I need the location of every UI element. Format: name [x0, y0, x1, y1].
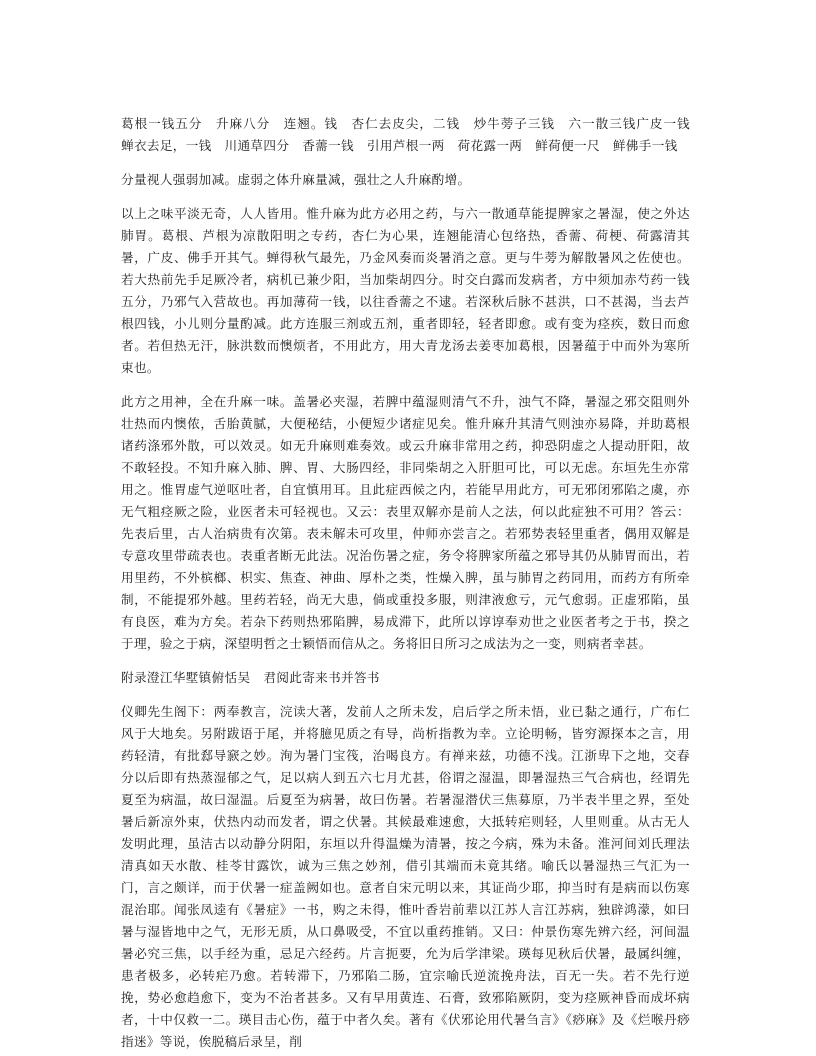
- formula-explanation-paragraph: 以上之味平淡无奇，人人皆用。惟升麻为此方必用之药，与六一散通草能提脾家之暑湿，使之外达肺胃。葛根、芦根为凉散阳明之专药，杏仁为心果，连翘能清心包络热，香薷、荷梗、荷露清其暑，广皮、佛手开其气。蝉得秋气最先，乃金风奏而炎暑消之意。更与牛蒡为解散暑风之佐使也。若大热前先手足厥冷者，病机已兼少阳，当加柴胡四分。时交白露而发病者，方中须加赤芍药一钱五分，乃邪气入营故也。再加薄荷一钱，以往香薷之不逮。若深秋后脉不甚洪，口不甚渴，当去芦根四钱，小儿则分量酌减。此方连服三剂或五剂，重者即轻，轻者即愈。或有变为痉疾，数日而愈者。若但热无汗，脉洪数而懊烦者，不用此方，用大青龙汤去姜枣加葛根，因暑蕴于中而外为寒所束也。: [121, 206, 690, 375]
- dosage-note-paragraph: 分量视人强弱加减。虚弱之体升麻量减，强壮之人升麻酌增。: [121, 172, 471, 187]
- letter-paragraph: 仪卿先生阁下：两奉教言，浣读大著，发前人之所未发，启后学之所未悟，业已黏之通行，广布仁风于大地矣。另附跋语于尾，并将臆见质之有导，尚析指教为幸。立论明畅，皆穷源探本之言，用药轻清，有批郄导窾之妙。洵为暑门宝筏，治喝良方。有禅来兹，功德不浅。江浙卑下之地，交春分以后即有热蒸湿郁之气，足以病人到五六七月尤甚，俗谓之湿温，即暑湿热三气合病也，经谓先夏至为病温，故曰湿温。后夏至为病暑，故曰伤暑。若暑湿潜伏三焦募原，乃半表半里之界，至处暑后新凉外束，伏热内动而发者，谓之伏暑。其候最难速愈，大抵转疟则轻，人里则重。从古无人发明此理，虽洁古以动静分阴阳，东垣以升得温燥为清暑，按之今病，殊为未备。淮河间刘氏理法清真如天水散、桂苓甘露饮，诚为三焦之妙剂，借引其端而未竟其绪。喻氏以暑湿热三气汇为一门，言之颇详，而于伏暑一症盖阙如也。意者自宋元明以来，其证尚少耶，抑当时有是病而以伤寒混治耶。闻张凤逵有《暑症》一书，购之未得，惟叶香岩前辈以江苏人言江苏病，独辟鸿濛，如曰暑与湿皆地中之气，无形无质，从口鼻吸受，不宜以重药推销。又曰：仲景伤寒先辨六经，河间温暑必究三焦，以手经为重，忌足六经药。片言扼要，允为后学津梁。瑛每见秋后伏暑，最属纠缠，患者极多，必转疟乃愈。若转滞下，乃邪陷二肠，宜宗喻氏逆流挽舟法，百无一失。若不先行逆挽，势必愈趋愈下，变为不治者甚多。又有早用黄连、石膏，致邪陷厥阴，变为痉厥神昏而成坏病者，十中仅救一二。瑛目击心伤，蕴于中者久矣。著有《伏邪论用代暑刍言》《痧麻》及《烂喉丹痧指迷》等说，俟脱稿后录呈，削: [121, 704, 690, 1049]
- shengma-discussion-paragraph: 此方之用神，全在升麻一味。盖暑必夹湿，若脾中蕴湿则清气不升，浊气不降，暑湿之邪交阻则外壮热而内懊侬，舌胎黄腻，大便秘结，小便短少诸症见矣。惟升麻升其清气则浊亦易降，并助葛根诸药涤邪外散，可以效灵。如无升麻则难奏效。或云升麻非常用之药，抑恐阴虚之人提动肝阳，故不敢轻投。不知升麻入肺、脾、胃、大肠四经，非同柴胡之入肝胆可比，可以无虑。东垣先生亦常用之。惟胃虚气逆呕吐者，自宜慎用耳。且此症西候之内，若能早用此方，可无邪闭邪陷之虞，亦无气粗痉厥之险，业医者未可轻视也。又云：表里双解亦是前人之法，何以此症独不可用？答云：先表后里，古人治病贵有次第。表未解未可攻里，仲师亦尝言之。若邪势表轻里重者，偶用双解是专意攻里带疏表也。表重者断无此法。况治伤暑之症，务令将脾家所蕴之邪导其仍从肺胃而出，若用里药，不外槟榔、枳实、焦查、神曲、厚朴之类，性燥入脾，虽与肺胃之药同用，而药方有所牵制，不能提邪外越。里药若轻，尚无大患，倘或重投多服，则津液愈亏，元气愈弱。正虚邪陷，虽有良医，难为方矣。若杂下药则热邪陷脾，易成滞下，此所以谆谆奉劝世之业医者考之于书，揆之于理，验之于病，深望明哲之士颖悟而信从之。务将旧日所习之成法为之一变，则病者幸甚。: [121, 394, 690, 651]
- prescription-paragraph: 葛根一钱五分 升麻八分 连翘。钱 杏仁去皮尖，二钱 炒牛蒡子三钱 六一散三钱广皮一钱 蝉衣去足，一钱 川通草四分 香薷一钱 引用芦根一两 荷花露一两 鲜荷便一尺 鲜佛手一钱: [121, 116, 703, 153]
- appendix-heading: 附录澄江华墅镇俯恬吴 君阅此寄来书并答书: [121, 670, 380, 685]
